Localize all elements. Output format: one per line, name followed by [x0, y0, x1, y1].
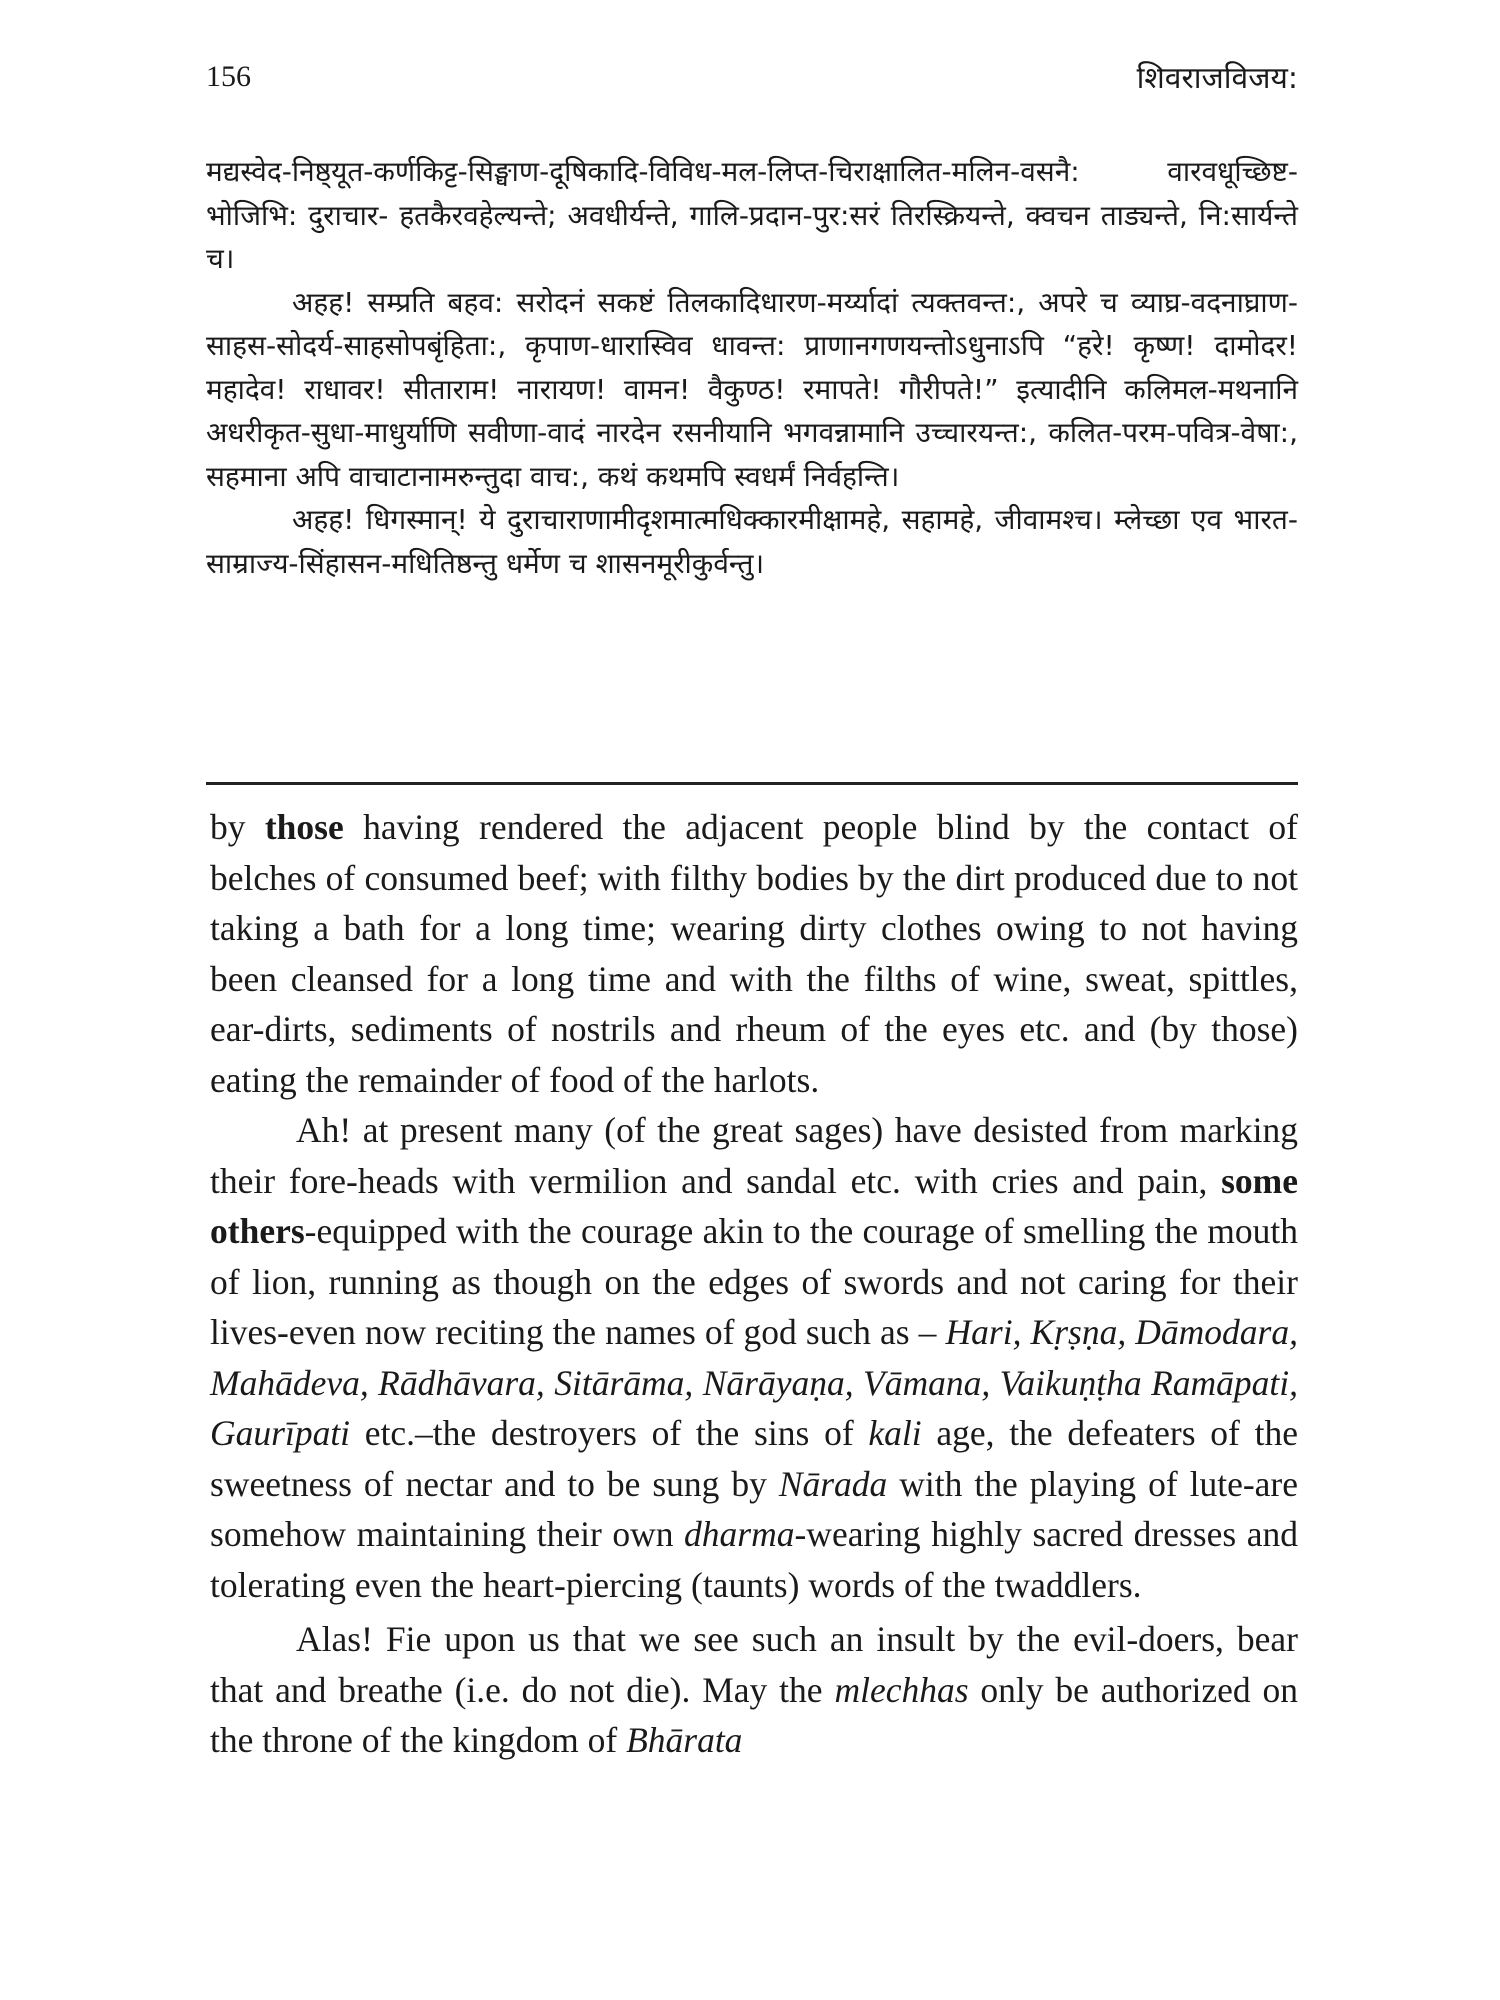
italic-term: Nārada: [778, 1463, 888, 1504]
bold-term: those: [264, 807, 344, 847]
translation-paragraph: [210, 1614, 1298, 1766]
text-run: with the playing of lute-are somehow maintaining their own: [210, 1463, 1298, 1554]
bold-term: some others: [210, 1160, 1298, 1251]
text-run: etc.–the destroyers of the sins of: [350, 1413, 869, 1453]
text-run: by: [210, 807, 265, 847]
sanskrit-text: [206, 150, 1298, 585]
section-divider: [206, 782, 1298, 785]
book-title: शिवराजविजय:: [1136, 61, 1298, 96]
running-header: [206, 60, 1298, 120]
sanskrit-paragraph: अहह! धिगस्मान्! ये दुराचाराणामीदृशमात्मधिक्कारमीक्षामहे, सहामहे, जीवामश्च। म्लेच्छा एव भारत-साम्राज्य-सिंहासन-मधितिष्ठन्तु धर्मेण च शासनमूरीकुर्वन्तु।: [206, 503, 1298, 580]
text-run: -wearing highly sacred dresses and tolerating even the heart-piercing (taunts) words of the twaddlers.: [210, 1514, 1298, 1605]
sanskrit-paragraph: मद्यस्वेद-निष्ठ्यूत-कर्णकिट्ट-सिङ्घाण-दूषिकादि-विविध-मल-लिप्त-चिराक्षालित-मलिन-वसनै: वारवधूच्छिष्ट-भोजिभि: दुराचार- हतकैरवहेल्यन्ते; अवधीर्यन्ते, गालि-प्रदान-पुर:सरं तिरस्क्रियन्ते, क्वचन ताड्यन्ते, नि:सार्यन्ते च।: [206, 155, 1298, 275]
text-run: only be authorized on the throne of the kingdom of: [210, 1669, 1298, 1760]
italic-term: kali: [868, 1413, 922, 1453]
text-run: -equipped with the courage akin to the courage of smelling the mouth of lion, running as though on the edges of swords and not caring for their lives-even now reciting the names of god such as –: [210, 1211, 1298, 1352]
italic-term: Bhārata: [626, 1720, 743, 1760]
italic-term: mlechhas: [834, 1669, 969, 1710]
italic-names: Hari, Kṛṣṇa, Dāmodara, Mahādeva, Rādhāvara, Sitārāma, Nārāyaṇa, Vāmana, Vaikuṇṭha Ramāpati, Gaurīpati: [210, 1312, 1298, 1453]
text-run: age, the defeaters of the sweetness of nectar and to be sung by: [210, 1413, 1298, 1504]
text-run: having rendered the adjacent people blind by the contact of belches of consumed beef; with filthy bodies by the dirt produced due to not taking a bath for a long time; wearing dirty clothes owing to not having been cleansed for a long time and with the filths of wine, sweat, spittles, ear-dirts, sediments of nostrils and rheum of the eyes etc. and (by those) eating the remainder of food of the harlots.: [210, 807, 1299, 1100]
text-run: Ah! at present many (of the great sages) have desisted from marking their fore-heads with vermilion and sandal etc. with cries and pain,: [210, 1110, 1298, 1201]
translation-paragraph: [210, 802, 1298, 1105]
text-run: Alas! Fie upon us that we see such an insult by the evil-doers, bear that and breathe (i.e. do not die). May the: [210, 1619, 1298, 1710]
english-translation: [210, 802, 1298, 1766]
sanskrit-paragraph: अहह! सम्प्रति बहव: सरोदनं सकष्टं तिलकादिधारण-मर्य्यादां त्यक्तवन्त:, अपरे च व्याघ्र-वदनाघ्राण-साहस-सोदर्य-साहसोपबृंहिता:, कृपाण-धारास्विव धावन्त: प्राणानगणयन्तोऽधुनाऽपि “हरे! कृष्ण! दामोदर! महादेव! राधावर! सीताराम! नारायण! वामन! वैकुण्ठ! रमापते! गौरीपते!” इत्यादीनि कलिमल-मथनानि अधरीकृत-सुधा-माधुर्याणि सवीणा-वादं नारदेन रसनीयानि भगवन्नामानि उच्चारयन्त:, कलित-परम-पवित्र-वेषा:, सहमाना अपि वाचाटानामरुन्तुदा वाच:, कथं कथमपि स्वधर्मं निर्वहन्ति।: [206, 285, 1298, 493]
page-number: 156: [206, 60, 251, 93]
italic-term: dharma: [684, 1514, 795, 1554]
translation-paragraph: [210, 1105, 1298, 1610]
